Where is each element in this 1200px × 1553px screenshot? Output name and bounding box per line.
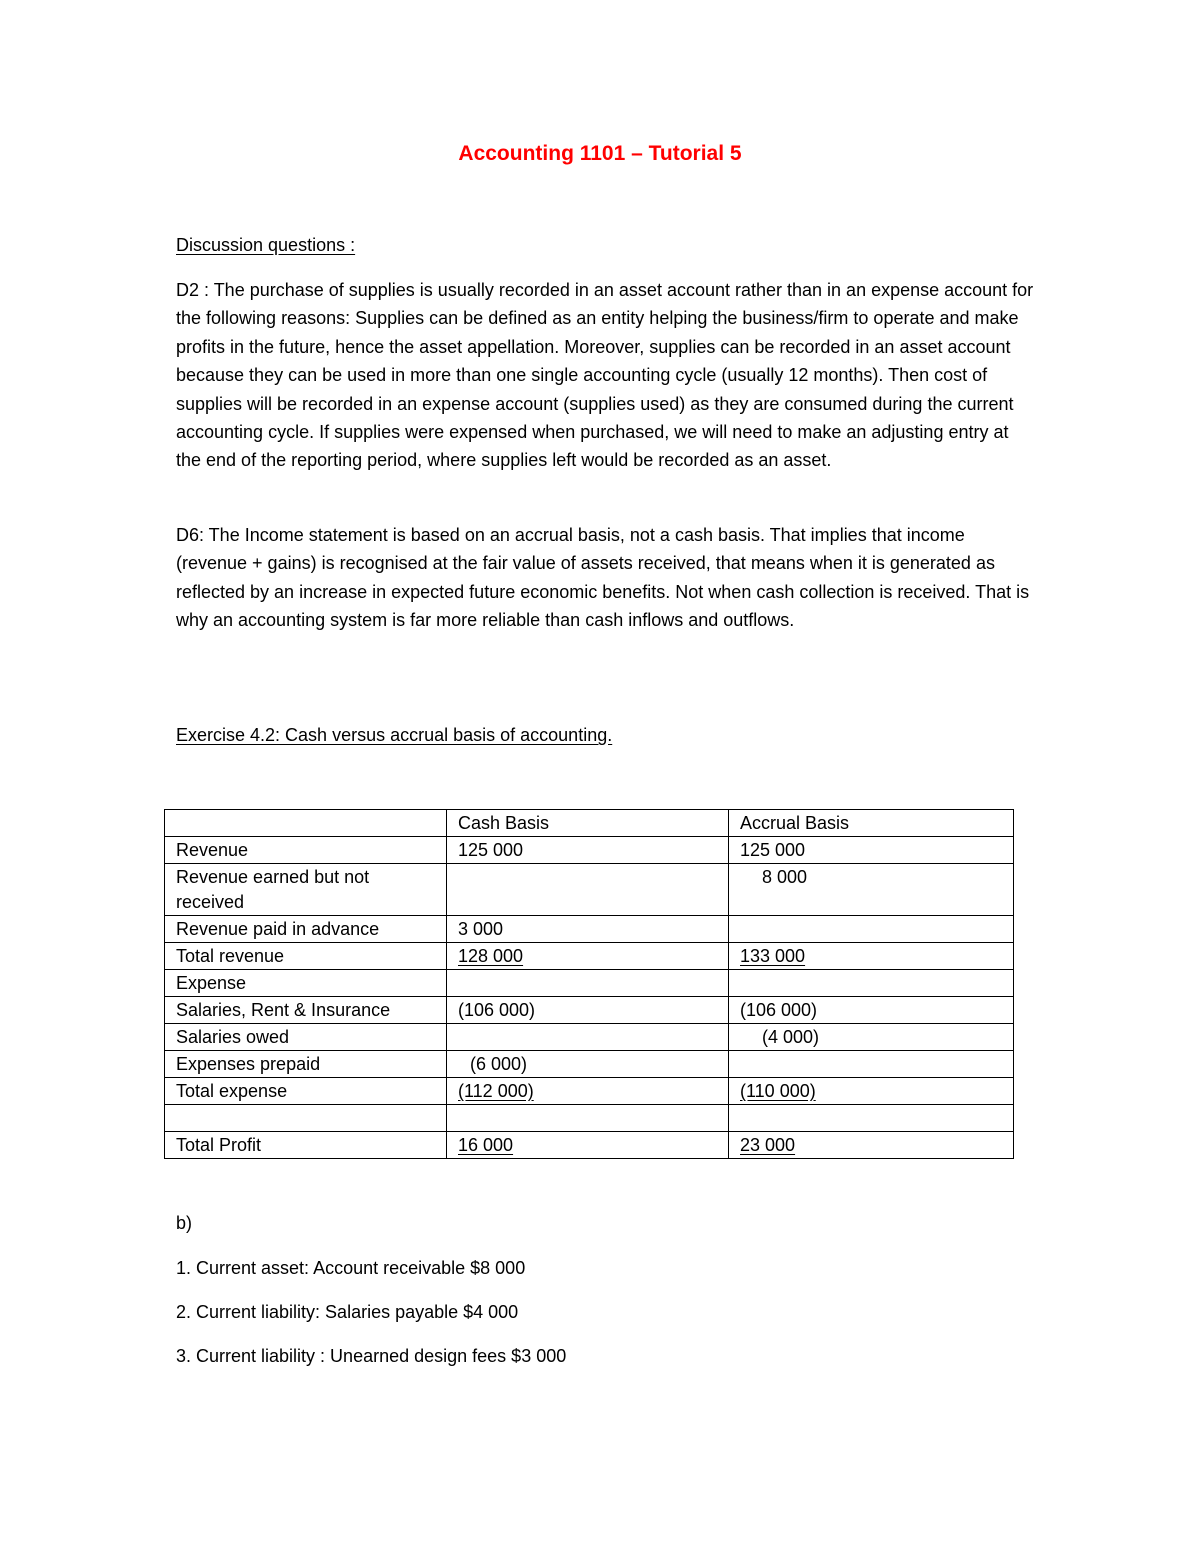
accrual-cell <box>729 1105 1014 1132</box>
cash-accrual-table <box>164 809 1014 1159</box>
table-header-row <box>165 810 1014 837</box>
accrual-total-value: (110 000) <box>740 1081 816 1101</box>
header-cell-cash: Cash Basis <box>447 810 729 837</box>
list-item: 3. Current liability : Unearned design fees $3 000 <box>176 1346 567 1366</box>
table-row <box>165 943 1014 970</box>
cash-cell: (106 000) <box>447 997 729 1024</box>
row-label: Total expense <box>165 1078 447 1105</box>
table-row <box>165 837 1014 864</box>
cash-cell: 125 000 <box>447 837 729 864</box>
row-label: Expenses prepaid <box>165 1051 447 1078</box>
cash-cell <box>447 1024 729 1051</box>
table-row <box>165 1132 1014 1159</box>
d2-paragraph: D2 : The purchase of supplies is usually recorded in an asset account rather than in an expense account for the following reasons: Supplies can be defined as an entity helping the business/firm to operate and make profits in the future, hence the asset appellation. Moreover, supplies can be recorded in an asset account because they can be used in more than one single accounting cycle (usually 12 months). Then cost of supplies will be recorded in an expense account (supplies used) as they are consumed during the current accounting cycle. If supplies were expensed when purchased, we will need to make an adjusting entry at the end of the reporting period, where supplies left would be recorded as an asset. <box>176 280 1034 471</box>
header-cell <box>165 810 447 837</box>
accrual-cell <box>729 943 1014 970</box>
accrual-total-value: 133 000 <box>740 946 806 966</box>
cash-profit-value: 16 000 <box>458 1135 514 1155</box>
part-b-label: b) <box>176 1213 193 1233</box>
page-title: Accounting 1101 – Tutorial 5 <box>458 142 742 165</box>
table-row <box>165 1078 1014 1105</box>
accrual-cell: (4 000) <box>729 1024 1014 1051</box>
table-row <box>165 1024 1014 1051</box>
row-label <box>165 1105 447 1132</box>
accrual-cell <box>729 1051 1014 1078</box>
list-item: 1. Current asset: Account receivable $8 000 <box>176 1258 526 1278</box>
header-cell-accrual: Accrual Basis <box>729 810 1014 837</box>
cash-cell <box>447 1132 729 1159</box>
table-row <box>165 916 1014 943</box>
d6-paragraph: D6: The Income statement is based on an accrual basis, not a cash basis. That implies that income (revenue + gains) is recognised at the fair value of assets received, that means when it is generated as reflected by an increase in expected future economic benefits. Not when cash collection is received. That is why an accounting system is far more reliable than cash inflows and outflows. <box>176 525 1030 631</box>
accrual-cell <box>729 1078 1014 1105</box>
cash-cell <box>447 1078 729 1105</box>
accrual-cell <box>729 1132 1014 1159</box>
accrual-cell: 125 000 <box>729 837 1014 864</box>
exercise-heading: Exercise 4.2: Cash versus accrual basis of accounting. <box>176 725 613 745</box>
accrual-cell <box>729 916 1014 943</box>
cash-cell <box>447 864 729 916</box>
row-label: Revenue <box>165 837 447 864</box>
table-row <box>165 997 1014 1024</box>
cash-cell: 3 000 <box>447 916 729 943</box>
row-label: Total revenue <box>165 943 447 970</box>
list-item: 2. Current liability: Salaries payable $4 000 <box>176 1302 519 1322</box>
cash-cell <box>447 943 729 970</box>
row-label: Revenue earned but not received <box>165 864 447 916</box>
accrual-cell: (106 000) <box>729 997 1014 1024</box>
discussion-heading: Discussion questions : <box>176 235 356 255</box>
cash-cell: (6 000) <box>447 1051 729 1078</box>
cash-total-value: (112 000) <box>458 1081 534 1101</box>
accrual-cell <box>729 970 1014 997</box>
row-label: Salaries, Rent & Insurance <box>165 997 447 1024</box>
cash-cell <box>447 1105 729 1132</box>
cash-cell <box>447 970 729 997</box>
row-label: Revenue paid in advance <box>165 916 447 943</box>
table-row <box>165 970 1014 997</box>
row-label: Total Profit <box>165 1132 447 1159</box>
accrual-profit-value: 23 000 <box>740 1135 796 1155</box>
row-label: Salaries owed <box>165 1024 447 1051</box>
cash-total-value: 128 000 <box>458 946 524 966</box>
accrual-cell: 8 000 <box>729 864 1014 916</box>
table-row <box>165 1051 1014 1078</box>
table-row <box>165 864 1014 916</box>
row-label: Expense <box>165 970 447 997</box>
table-row <box>165 1105 1014 1132</box>
